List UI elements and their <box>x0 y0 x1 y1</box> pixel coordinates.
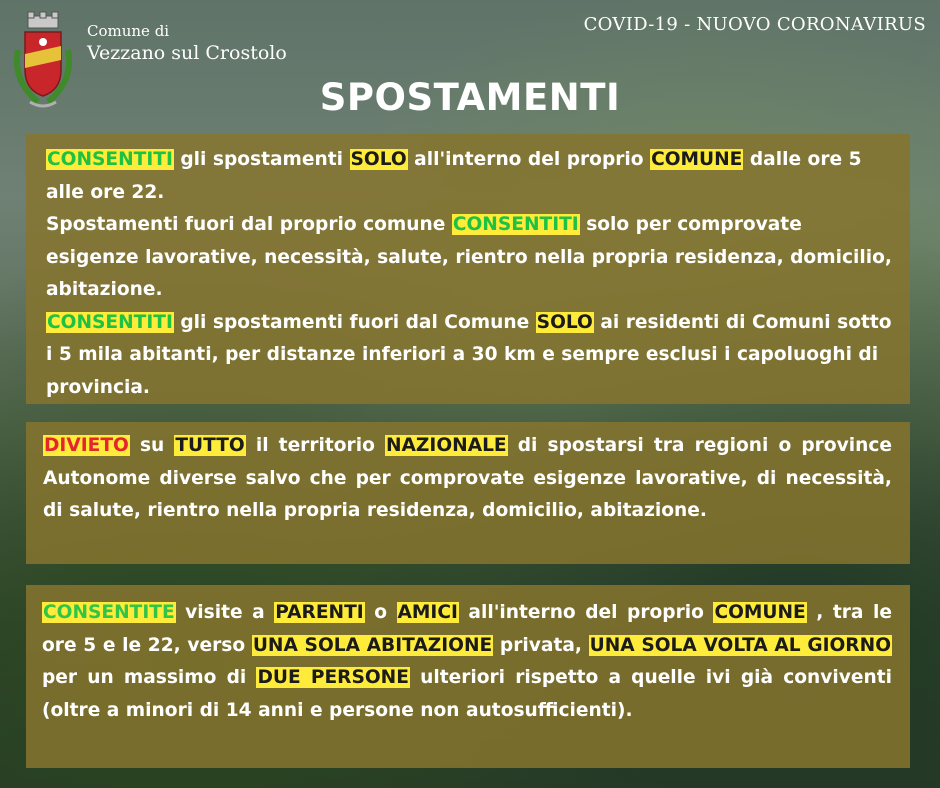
highlight-tutto: TUTTO <box>175 435 245 456</box>
text: per un massimo di <box>42 667 257 688</box>
panel-divieto-nazionale <box>26 422 910 564</box>
highlight-comune: COMUNE <box>714 602 806 623</box>
highlight-consentite: CONSENTITE <box>43 602 175 623</box>
comune-name: Vezzano sul Crostolo <box>87 42 287 64</box>
panel-visite-parenti <box>26 585 910 768</box>
text: o <box>364 602 397 623</box>
highlight-consentiti: CONSENTITI <box>47 311 173 333</box>
paragraph-divieto <box>43 430 892 528</box>
highlight-solo: SOLO <box>350 149 407 170</box>
highlight-divieto: DIVIETO <box>44 435 129 456</box>
panel-spostamenti-comune <box>26 134 910 404</box>
text: su <box>129 435 175 456</box>
text: di spostarsi tra regioni o province Autonome diverse salvo che per comprovate esigenze lavorative, di necessità, di salute, rientro nella propria residenza, domicilio, abitazione. <box>43 435 892 521</box>
page-title: SPOSTAMENTI <box>319 76 621 119</box>
highlight-nazionale: NAZIONALE <box>385 435 507 456</box>
highlight-comune: COMUNE <box>651 149 743 170</box>
text: gli spostamenti fuori dal Comune <box>173 311 536 333</box>
text: dalle ore 5 alle ore 22. <box>46 149 862 203</box>
text: visite a <box>175 602 275 623</box>
highlight-consentiti: CONSENTITI <box>47 149 173 170</box>
highlight-parenti: PARENTI <box>275 602 364 623</box>
paragraph-fuori-comune <box>46 209 892 307</box>
text: solo per comprovate esigenze lavorative, necessità, salute, rientro nella propria residenza, domicilio, abitazione. <box>46 214 892 300</box>
text: il territorio <box>245 435 385 456</box>
text: Spostamenti fuori dal proprio comune <box>46 214 452 235</box>
text: ai residenti di Comuni sotto i 5 mila abitanti, per distanze inferiori a 30 km e sempre esclusi i capoluoghi di provincia. <box>46 311 892 398</box>
paragraph-piccoli-comuni <box>46 307 892 405</box>
text: all'interno del proprio <box>407 149 651 170</box>
highlight-una-sola-abitazione: UNA SOLA ABITAZIONE <box>252 634 493 656</box>
highlight-amici: AMICI <box>397 602 458 623</box>
text: all'interno del proprio <box>458 602 714 623</box>
comune-di-label: Comune di <box>87 22 170 40</box>
highlight-due-persone: DUE PERSONE <box>257 667 409 688</box>
covid-heading: COVID-19 - NUOVO CORONAVIRUS <box>583 14 926 35</box>
highlight-consentiti: CONSENTITI <box>452 214 579 235</box>
highlight-solo: SOLO <box>536 311 593 333</box>
paragraph-visite <box>42 597 892 727</box>
highlight-una-sola-volta: UNA SOLA VOLTA AL GIORNO <box>589 634 891 656</box>
text: gli spostamenti <box>173 149 350 170</box>
text: , tra le ore 5 e le 22, verso <box>42 602 892 656</box>
text: privata, <box>493 634 589 656</box>
paragraph-consentiti-comune <box>46 144 892 209</box>
text: ulteriori rispetto a quelle ivi già conviventi (oltre a minori di 14 anni e persone non autosufficienti). <box>42 667 892 721</box>
